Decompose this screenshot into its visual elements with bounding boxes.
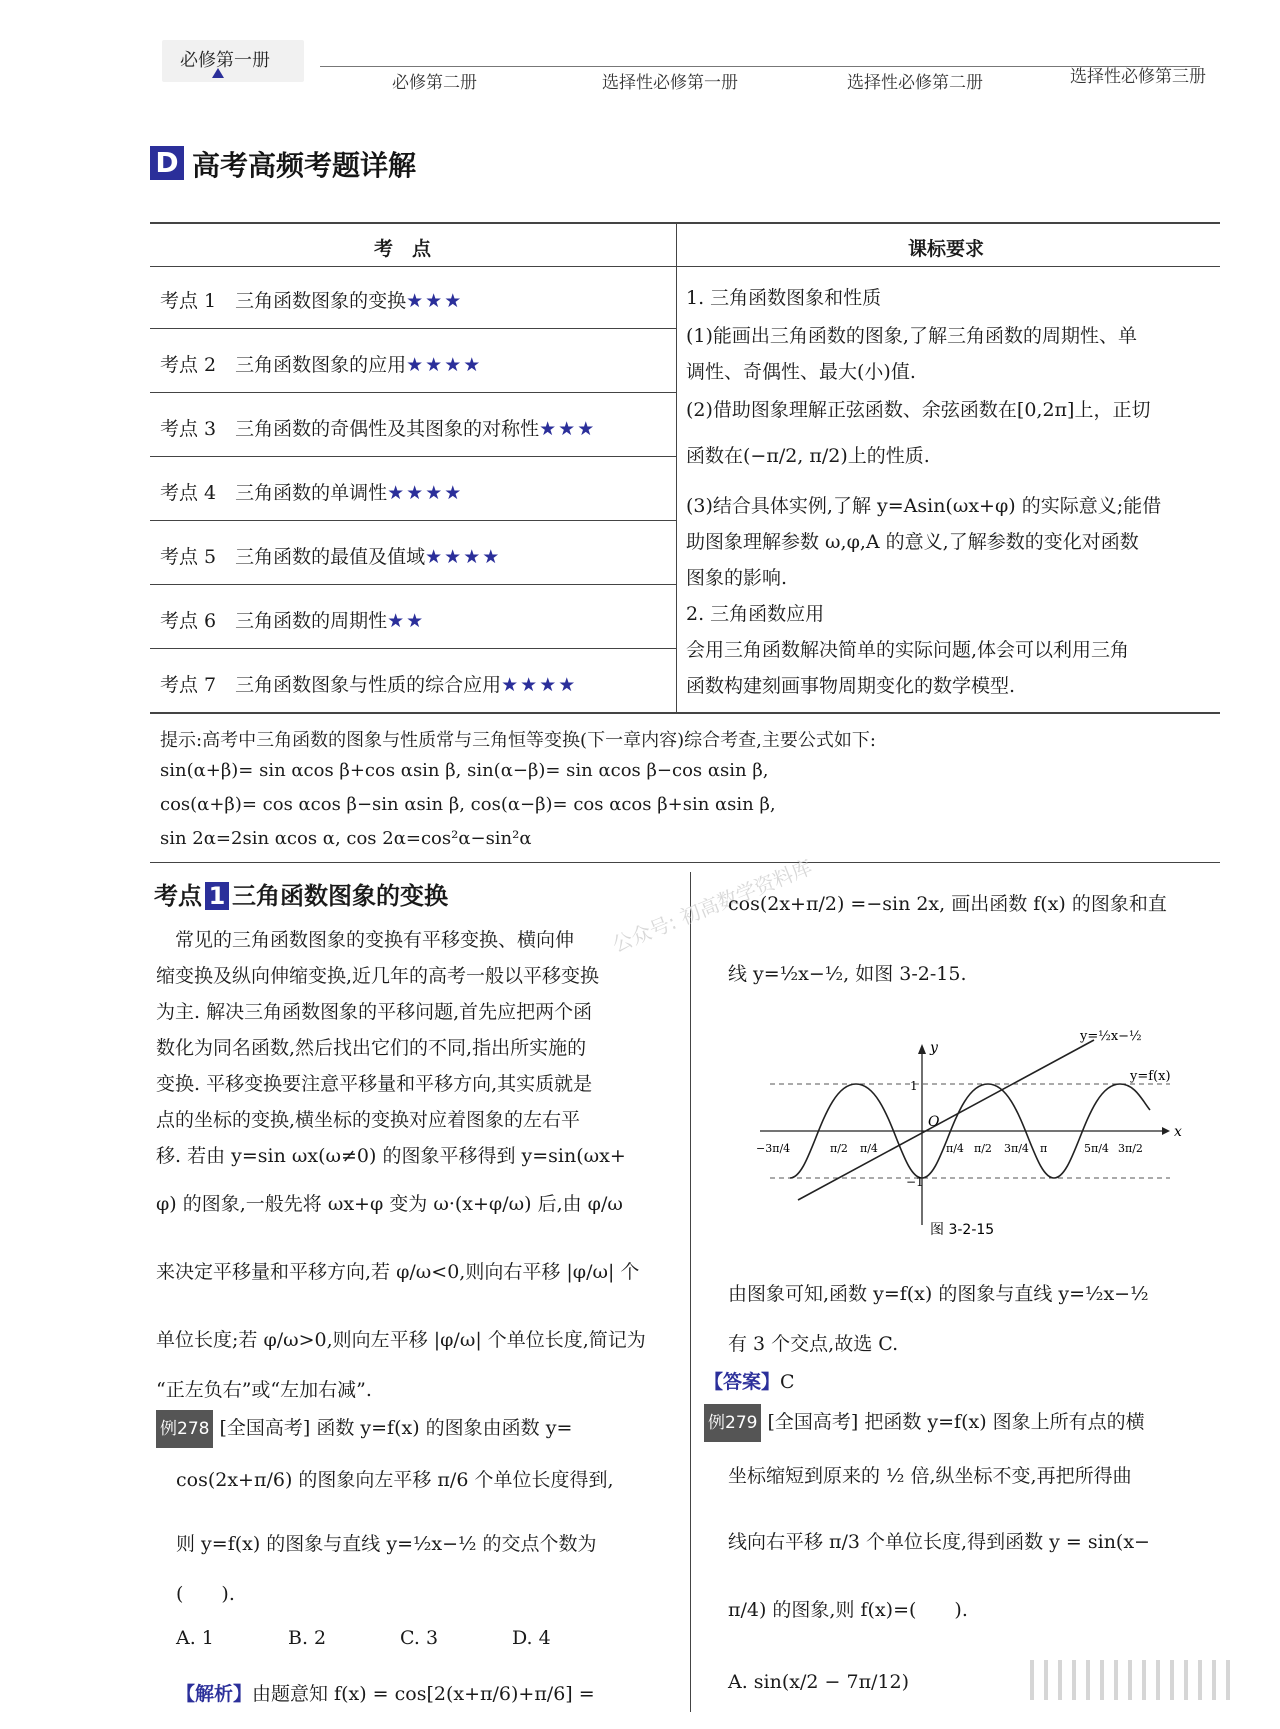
body-line: 移. 若由 y=sin ωx(ω≠0) 的图象平移得到 y=sin(ωx+ — [156, 1145, 626, 1167]
x-tick-label: 3π/2 — [1118, 1142, 1143, 1155]
tab-elective-3[interactable]: 选择性必修第三册 — [1070, 67, 1206, 87]
x-tick-label: π/4 — [946, 1142, 964, 1155]
example-279-line: 线向右平移 π/3 个单位长度,得到函数 y = sin(x− — [728, 1531, 1150, 1553]
x-axis-label: x — [1174, 1124, 1182, 1140]
tip-bottom-rule — [150, 862, 1220, 863]
section-letter-badge: D — [150, 146, 184, 180]
requirement-line: 会用三角函数解决简单的实际问题,体会可以利用三角 — [686, 639, 1130, 661]
example-279-line: 坐标缩短到原来的 ½ 倍,纵坐标不变,再把所得曲 — [728, 1465, 1132, 1487]
y-axis-arrow — [918, 1044, 926, 1054]
table-row-rule — [150, 520, 676, 521]
example-278-line: ( ). — [176, 1583, 235, 1605]
option-c: C. 3 — [400, 1627, 439, 1649]
body-line: 点的坐标的变换,横坐标的变换对应着图象的左右平 — [156, 1109, 581, 1131]
tab-book-1[interactable]: 必修第一册 — [162, 40, 304, 82]
formula-line: cos(α+β)= cos αcos β−sin αsin β, cos(α−β)= cos αcos β+sin αsin β, — [160, 794, 776, 815]
col-header-points: 考 点 — [374, 238, 432, 260]
x-tick-label: −3π/4 — [756, 1142, 791, 1155]
solution-line: 线 y=½x−½, 如图 3-2-15. — [728, 963, 967, 985]
function-graph — [750, 1010, 1220, 1240]
watermark: 公众号: 初高数学资料库 — [608, 854, 816, 957]
y-axis-label: y — [930, 1040, 938, 1056]
body-line: φ) 的图象,一般先将 ωx+φ 变为 ω·(x+φ/ω) 后,由 φ/ω — [156, 1193, 623, 1215]
analysis-line: 【解析】由题意知 f(x) = cos[2(x+π/6)+π/6] = — [176, 1683, 595, 1705]
table-row: 考点 2 三角函数图象的应用★★★★ — [160, 354, 483, 376]
example-278-line: cos(2x+π/6) 的图象向左平移 π/6 个单位长度得到, — [176, 1469, 614, 1491]
table-row: 考点 3 三角函数的奇偶性及其图象的对称性★★★ — [160, 418, 597, 440]
table-bottom-rule — [150, 712, 1220, 714]
table-row: 考点 7 三角函数图象与性质的综合应用★★★★ — [160, 674, 578, 696]
requirement-line: 2. 三角函数应用 — [686, 603, 825, 625]
x-tick-label: π/2 — [830, 1142, 848, 1155]
line-label: y=½x−½ — [1080, 1029, 1142, 1044]
requirement-line: 1. 三角函数图象和性质 — [686, 287, 882, 309]
table-row-rule — [150, 584, 676, 585]
requirement-line: 图象的影响. — [686, 567, 788, 589]
requirement-line: (2)借助图象理解正弦函数、余弦函数在[0,2π]上，正切 — [686, 399, 1151, 421]
y-tick-neg1: −1 — [906, 1175, 924, 1189]
table-row: 考点 5 三角函数的最值及值域★★★★ — [160, 546, 502, 568]
tab-elective-2[interactable]: 选择性必修第二册 — [847, 73, 983, 93]
solution-line: cos(2x+π/2) =−sin 2x, 画出函数 f(x) 的图象和直 — [728, 893, 1167, 915]
example-278-line: 则 y=f(x) 的图象与直线 y=½x−½ 的交点个数为 — [176, 1533, 597, 1555]
option-b: B. 2 — [288, 1627, 327, 1649]
formula-line: sin 2α=2sin αcos α, cos 2α=cos²α−sin²α — [160, 828, 532, 849]
censored-region — [1020, 1660, 1240, 1700]
column-divider — [690, 872, 691, 1712]
table-row: 考点 4 三角函数的单调性★★★★ — [160, 482, 464, 504]
table-row-rule — [150, 392, 676, 393]
example-278-line: 例278 [全国高考] 函数 y=f(x) 的图象由函数 y= — [156, 1410, 572, 1448]
requirement-line: (3)结合具体实例,了解 y=Asin(ωx+φ) 的实际意义;能借 — [686, 495, 1162, 517]
figure-caption: 图 3-2-15 — [930, 1222, 995, 1238]
x-axis-arrow — [1162, 1127, 1170, 1135]
tab-book-2[interactable]: 必修第二册 — [392, 73, 477, 93]
tab-bar-line — [320, 66, 1200, 67]
conclusion-line: 由图象可知,函数 y=f(x) 的图象与直线 y=½x−½ — [728, 1283, 1149, 1305]
table-row-rule — [150, 456, 676, 457]
option-d: D. 4 — [512, 1627, 551, 1649]
body-line: 常见的三角函数图象的变换有平移变换、横向伸 — [156, 929, 575, 951]
table-row: 考点 6 三角函数的周期性★★ — [160, 610, 426, 632]
active-tab-marker — [212, 68, 224, 78]
example-tag: 例278 — [156, 1410, 213, 1448]
tip-line: 提示:高考中三角函数的图象与性质常与三角恒等变换(下一章内容)综合考查,主要公式如下: — [160, 730, 876, 751]
section-title: 高考高频考题详解 — [192, 149, 417, 182]
tab-elective-1[interactable]: 选择性必修第一册 — [602, 73, 738, 93]
body-line: 单位长度;若 φ/ω>0,则向左平移 |φ/ω| 个单位长度,简记为 — [156, 1329, 646, 1351]
table-top-rule — [150, 222, 1220, 224]
kp1-heading: 考点 1 三角函数图象的变换 — [154, 882, 448, 910]
curve-label: y=f(x) — [1130, 1069, 1171, 1084]
table-row: 考点 1 三角函数图象的变换★★★ — [160, 290, 464, 312]
body-line: 为主. 解决三角函数图象的平移问题,首先应把两个函 — [156, 1001, 593, 1023]
table-row-rule — [150, 648, 676, 649]
x-tick-label: π/4 — [860, 1142, 878, 1155]
body-line: 来决定平移量和平移方向,若 φ/ω<0,则向右平移 |φ/ω| 个 — [156, 1261, 640, 1283]
requirement-line: 函数在(−π/2, π/2)上的性质. — [686, 445, 930, 467]
body-line: “正左负右”或“左加右减”. — [156, 1379, 372, 1401]
example-tag: 例279 — [704, 1404, 761, 1442]
table-column-divider — [676, 222, 677, 712]
option-a: A. 1 — [176, 1627, 214, 1649]
col-header-requirements: 课标要求 — [908, 238, 985, 260]
table-row-rule — [150, 328, 676, 329]
y-tick-1: 1 — [910, 1079, 918, 1093]
option-a-279: A. sin(x/2 − 7π/12) — [728, 1671, 910, 1693]
origin-label: O — [928, 1114, 940, 1130]
requirement-line: 调性、奇偶性、最大(小)值. — [686, 361, 916, 383]
x-tick-label: 3π/4 — [1004, 1142, 1029, 1155]
body-line: 变换. 平移变换要注意平移量和平移方向,其实质就是 — [156, 1073, 593, 1095]
table-header-rule — [150, 266, 1220, 267]
requirement-line: 助图象理解参数 ω,φ,A 的意义,了解参数的变化对函数 — [686, 531, 1139, 553]
requirement-line: 函数构建刻画事物周期变化的数学模型. — [686, 675, 1016, 697]
answer-line: 【答案】C — [704, 1371, 795, 1393]
x-tick-label: π — [1040, 1142, 1048, 1155]
example-279-line: π/4) 的图象,则 f(x)=( ). — [728, 1599, 968, 1621]
body-line: 缩变换及纵向伸缩变换,近几年的高考一般以平移变换 — [156, 965, 600, 987]
body-line: 数化为同名函数,然后找出它们的不同,指出所实施的 — [156, 1037, 587, 1059]
conclusion-line: 有 3 个交点,故选 C. — [728, 1333, 899, 1355]
requirement-line: (1)能画出三角函数的图象,了解三角函数的周期性、单 — [686, 325, 1137, 347]
example-279-line: 例279 [全国高考] 把函数 y=f(x) 图象上所有点的横 — [704, 1404, 1145, 1442]
formula-line: sin(α+β)= sin αcos β+cos αsin β, sin(α−β)= sin αcos β−cos αsin β, — [160, 760, 769, 781]
x-tick-label: 5π/4 — [1084, 1142, 1109, 1155]
x-tick-label: π/2 — [974, 1142, 992, 1155]
